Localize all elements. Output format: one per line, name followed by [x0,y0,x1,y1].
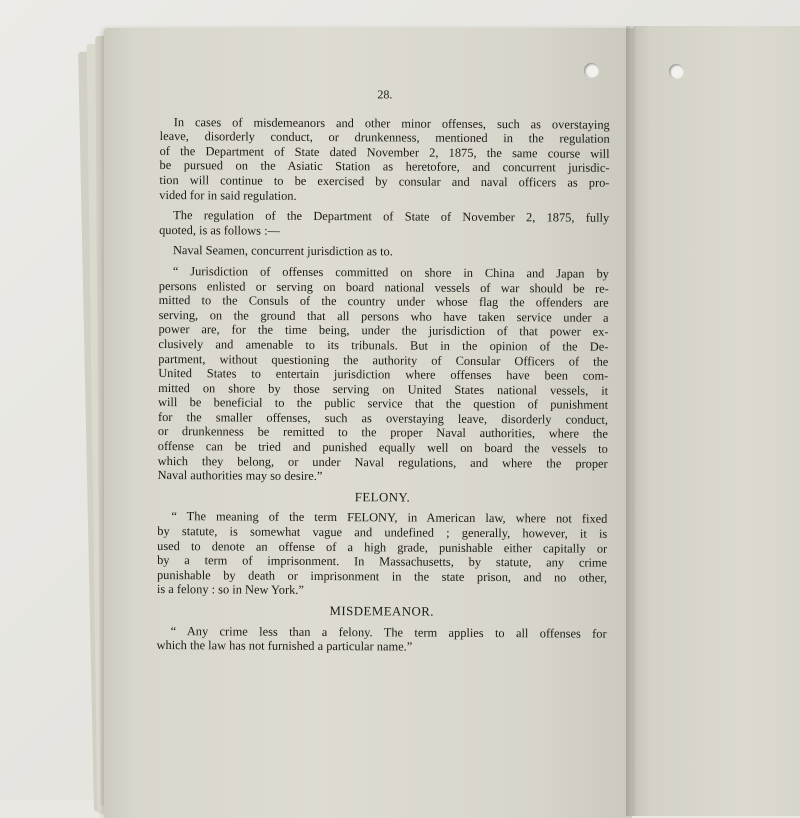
text-line: for the smaller offenses, such as overstaying leave, disorderly conduct, [157,409,609,427]
paragraph-regulation-quote-intro [159,208,609,240]
paragraph-felony-definition [157,509,608,599]
text-line: serving, on the ground that all persons who have taken service under a [158,307,609,325]
paragraph-naval-seamen [159,243,609,260]
paragraph-jurisdiction-quote [158,264,609,486]
text-line: partment, without questioning the authority of Consular Officers of the [158,351,609,369]
text-line: which the law has not furnished a particular name.” [156,638,413,654]
text-line: mitted to the Consuls of the country under whose flag the offenders are [158,293,609,310]
text-line: vided for in said regulation. [159,187,297,203]
text-line: mitted on shore by those serving on United States national vessels, it [158,380,609,398]
text-line: United States to entertain jurisdiction where offenses have been com- [158,366,609,383]
text-line: “ The meaning of the term FELONY, in American law, where not fixed [171,509,608,527]
text-line: punishable by death or imprisonment in the state prison, and no other, [156,567,608,585]
text-line: Naval Seamen, concurrent jurisdiction as to. [172,243,393,259]
text-line: which they belong, or under Naval regulations, and where the proper [157,453,608,471]
book-gutter [626,26,636,816]
punch-hole [669,64,684,79]
text-line: “ Jurisdiction of offenses committed on shore in China and Japan by [172,264,609,281]
text-line: leave, disorderly conduct, or drunkenness, mentioned in the regulation [159,129,610,146]
text-line: offense can be tried and punished equally well on board the vessels to [157,439,608,456]
felony-heading: FELONY. [354,490,411,505]
text-line: clusively and amenable to its tribunals. But in the opinion of the De- [158,336,609,354]
text-line: quoted, is as follows :— [159,222,280,238]
misdemeanor-heading: MISDEMEANOR. [329,604,435,619]
text-line: tion will continue to be exercised by consular and naval officers as pro- [159,172,610,190]
text-line: Naval authorities may so desire.” [157,468,323,484]
page-text [157,86,610,662]
text-line: used to denote an offense of a high grade, punishable either capitally or [157,538,608,556]
text-line: persons enlisted or serving on board national vessels of war should be re- [158,278,609,296]
text-line: be pursued on the Asiatic Station as heretofore, and concurrent jurisdic- [159,158,610,176]
paragraph-misdemeanor-intro [159,115,610,205]
text-line: “ Any crime less than a felony. The term applies to all offenses for [170,623,607,641]
text-line: The regulation of the Department of State of November 2, 1875, fully [173,208,610,225]
text-line: by statute, is somewhat vague and undefined ; generally, however, it is [157,524,608,541]
text-line: by a term of imprisonment. In Massachusetts, by statute, any crime [157,553,608,570]
page-number: 28. [377,87,393,102]
text-line: will be beneficial to the public service that the question of punishment [158,395,609,413]
text-line: or drunkenness be remitted to the proper Naval authorities, where the [157,424,608,442]
right-page [632,26,800,816]
text-line: of the Department of State dated November 2, 1875, the same course will [159,143,610,161]
text-line: is a felony : so in New York.” [156,582,304,598]
punch-hole [584,63,599,78]
text-line: power are, for the time being, under the jurisdiction of that power ex- [158,322,609,340]
text-line: In cases of misdemeanors and other minor offenses, such as overstaying [173,114,610,132]
paragraph-misdemeanor-definition [157,624,607,656]
